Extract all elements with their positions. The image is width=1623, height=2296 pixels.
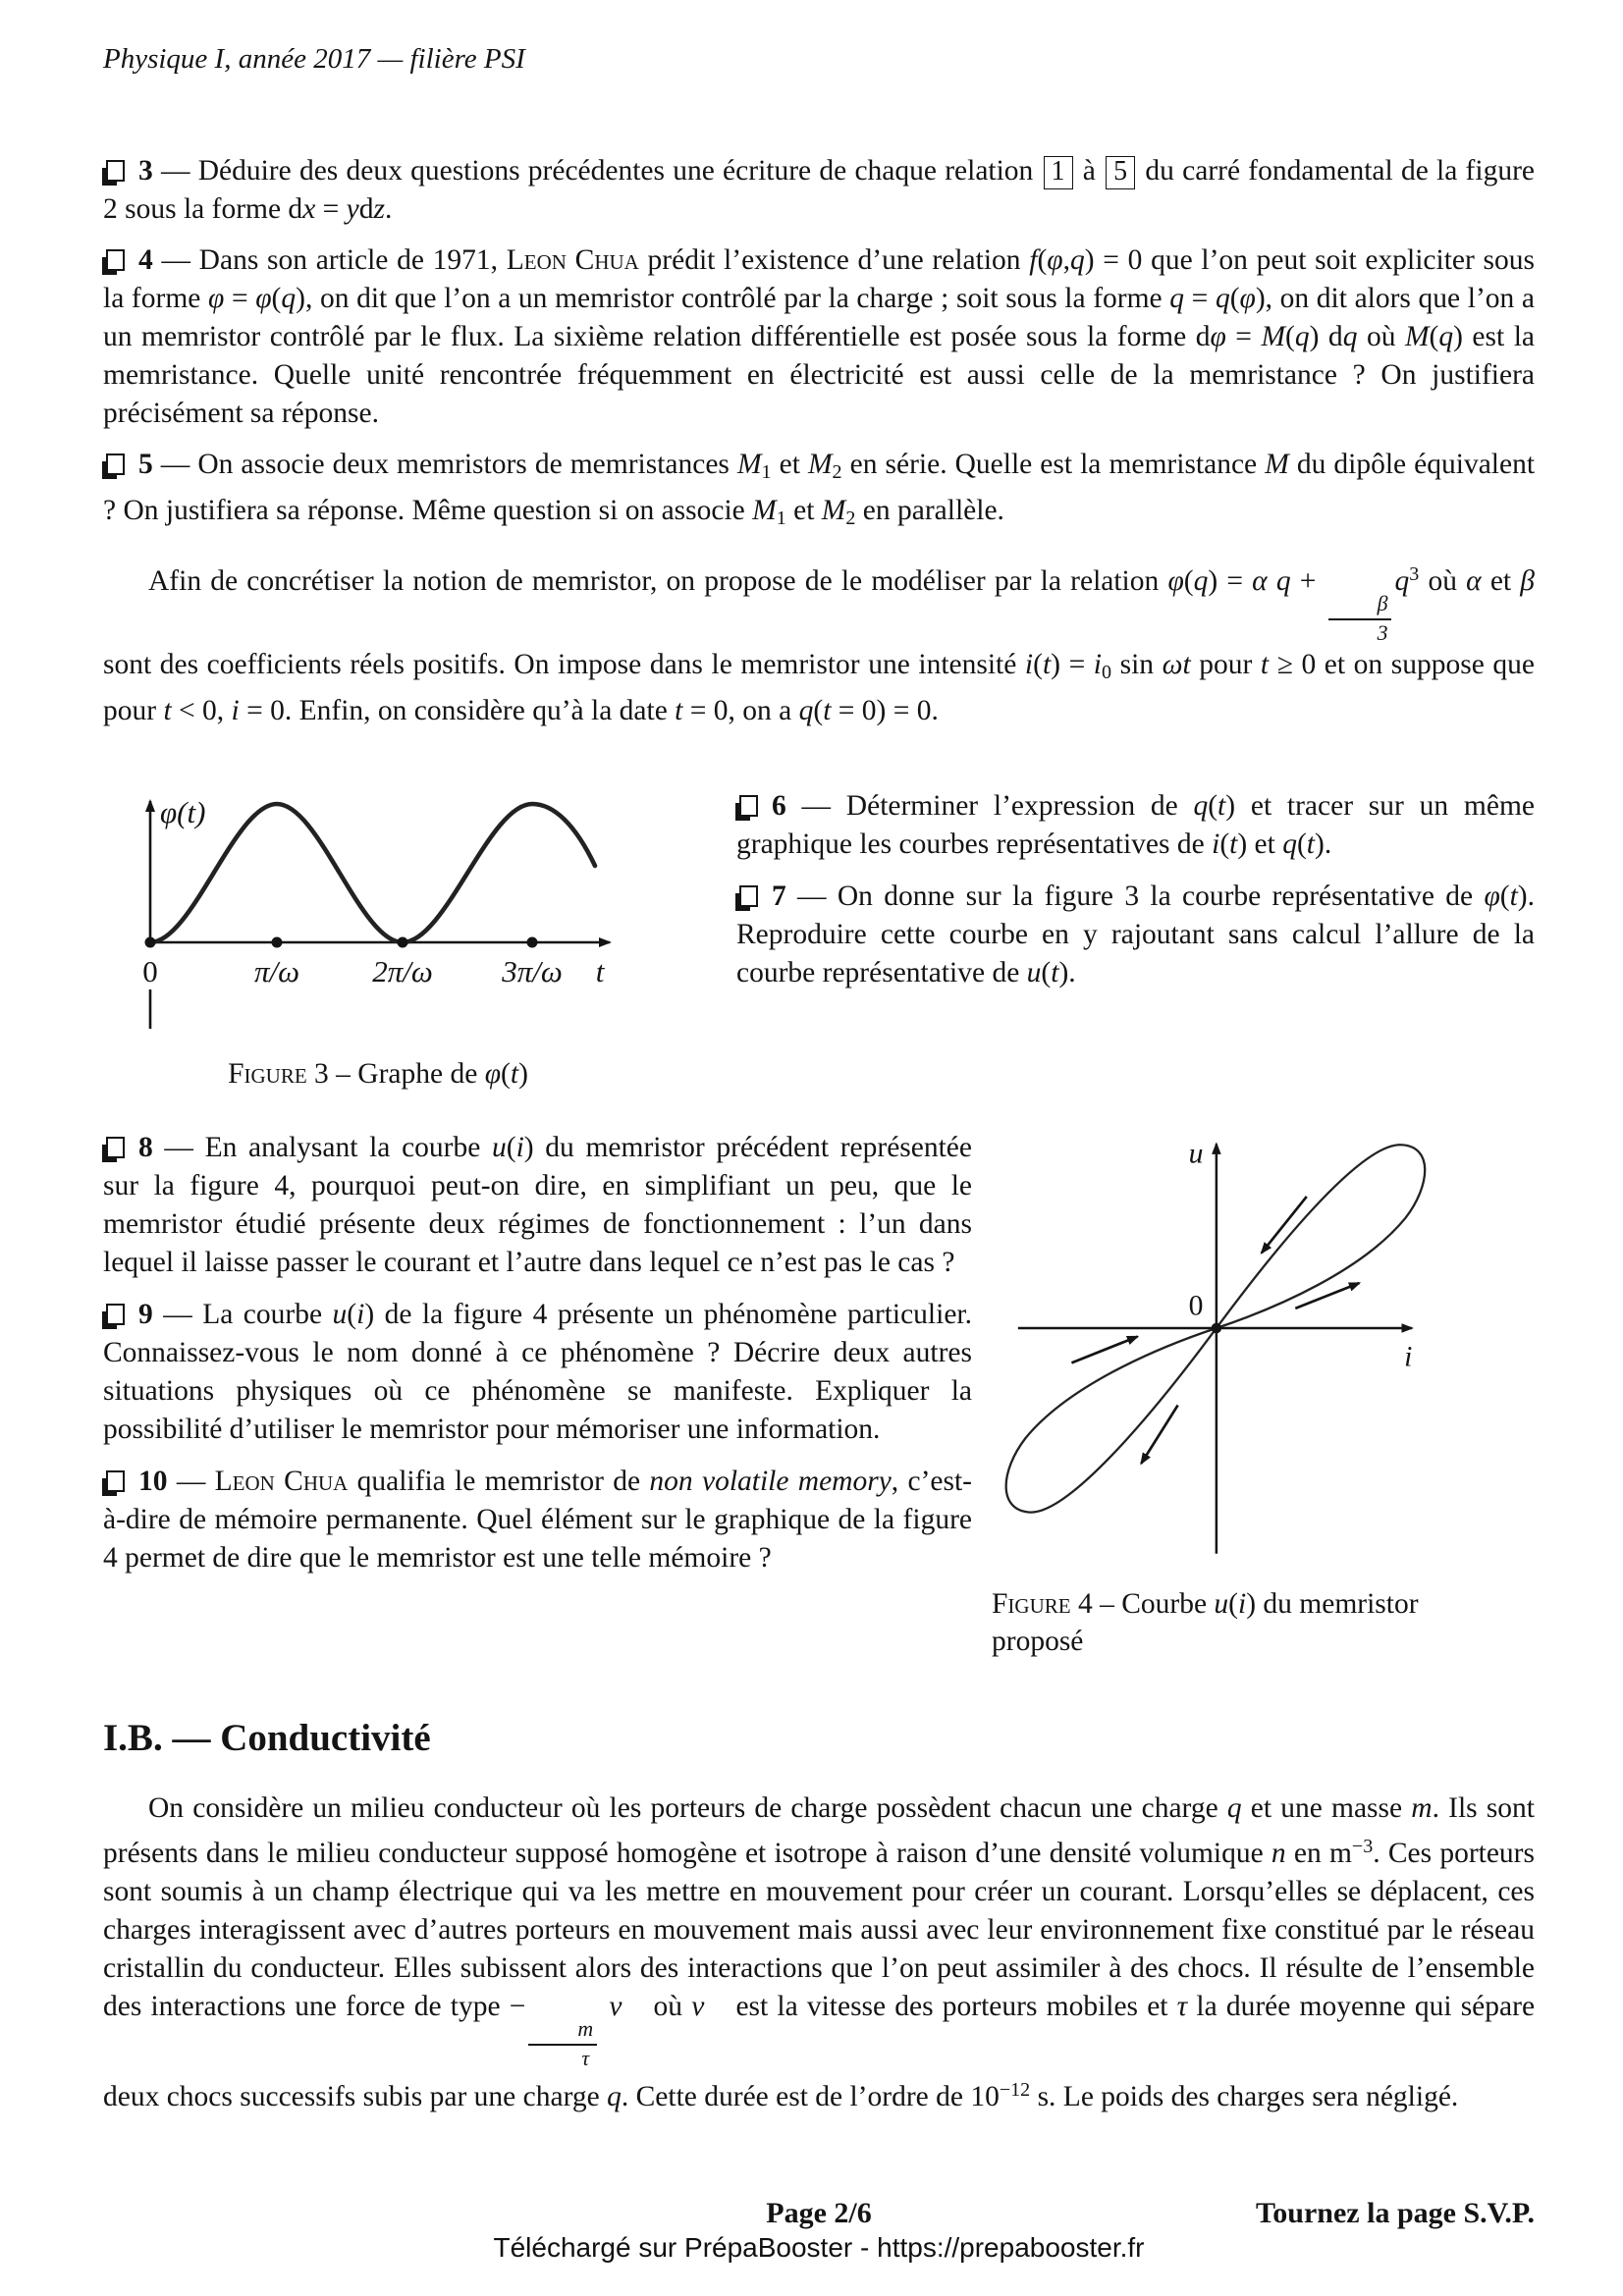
fig4-origin-dot: [1212, 1323, 1222, 1334]
question-9: 9 — La courbe u(i) de la figure 4 présente un phénomène particulier. Connaissez-vous le nom donné à ce phénomène ? Décrire deux autres situations physiques où ce phénomène se manifeste. Expliquer la possibilité d’utiliser le memristor pour mémoriser une information.: [103, 1299, 972, 1445]
fig4-i-label: i: [1404, 1341, 1413, 1373]
page-header: Physique I, année 2017 — filière PSI: [103, 43, 525, 75]
fig4-origin-label: 0: [1188, 1290, 1204, 1322]
fig4-lower-loop: [1006, 1328, 1217, 1513]
fig3-tick-3pi: 3π/ω: [502, 954, 563, 988]
conductivity-paragraph: On considère un milieu conducteur où les porteurs de charge possèdent chacun une charge q et une masse m. Ils sont présents dans le milieu conducteur supposé homogène et isotrope à raison d’une densité volumique n en $m^{-3}$. Ces porteurs sont soumis à un champ électrique qui va les mettre en mouvement pour créer un courant. Lorsqu’elles se déplacent, ces charges interagissent avec d’autres porteurs en mouvement mais aussi avec leur environnement fixe constitué par le réseau cristallin du conducteur. Elles subissent alors des interactions que l’on peut assimiler à des chocs. Il résulte de l’ensemble des interactions une force de type − $\frac{m}{\tau}$ v⃗ où v⃗ est la vitesse des porteurs mobiles et τ la durée moyenne qui sépare deux chocs successifs subis par une charge q. Cette durée est de l’ordre de $10^{-12}$ s. Le poids des charges sera négligé.: [103, 1792, 1536, 2112]
questions-8-10-column: [103, 1129, 992, 1577]
fig3-y-label: φ(t): [160, 795, 206, 829]
fig4-upper-loop: [1217, 1145, 1425, 1328]
questions-6-7-column: [736, 787, 1535, 992]
fig3-tick-2pi: 2π/ω: [372, 954, 433, 988]
fig4-arrow-lower-steep: [1141, 1405, 1177, 1463]
fig3-x-label: t: [595, 954, 605, 988]
fig3-dot-2pi: [398, 937, 408, 948]
fig3-tick-0: 0: [142, 954, 158, 988]
figure3-caption: Figure 3 – Graphe de φ(t): [228, 1058, 528, 1090]
question-7: 7 — On donne sur la figure 3 la courbe représentative de φ(t). Reproduire cette courbe en y rajoutant sans calcul l’allure de la courbe représentative de u(t).: [736, 881, 1535, 988]
fig4-arrow-left-shallow: [1071, 1337, 1137, 1363]
figure4-graph: [992, 1129, 1546, 1571]
question-4: 4 — Dans son article de 1971, Leon Chua prédit l’existence d’une relation f(φ,q) = 0 que l’on peut soit expliciter sous la forme φ = φ(q), on dit que l’on a un memristor contrôlé par la charge ; soit sous la forme q = q(φ), on dit alors que l’on a un memristor contrôlé par le flux. La sixième relation différentielle est posée sous la forme dφ = M(q) dq où M(q) est la memristance. Quelle unité rencontrée fréquemment en électricité est aussi celle de la memristance ? On justifiera précisément sa réponse.: [103, 244, 1536, 429]
page-footer: [103, 2197, 1535, 2230]
watermark: Téléchargé sur PrépaBooster - https://prepabooster.fr: [493, 2232, 1145, 2263]
section-title: I.B. — Conductivité: [103, 1717, 431, 1759]
question-3: 3 — Déduire des deux questions précédentes une écriture de chaque relation 1 à 5 du carré fondamental de la figure 2 sous la forme dx = ydz.: [103, 155, 1535, 225]
section-conductivite: [103, 1716, 1535, 2116]
figure4-block: [992, 1129, 1546, 1660]
turn-page-notice: Tournez la page S.V.P.: [1256, 2197, 1535, 2229]
main-text-block: [103, 139, 1535, 730]
page-number: Page 2/6: [766, 2197, 872, 2229]
fig4-arrow-right-shallow: [1295, 1283, 1359, 1308]
figure3-graph: [103, 787, 653, 1035]
fig3-dot-pi: [272, 937, 283, 948]
fig3-dot-0: [145, 937, 156, 948]
figure3-row: [103, 787, 1535, 1093]
question-6: 6 — Déterminer l’expression de q(t) et tracer sur un même graphique les courbes représentatives de i(t) et q(t).: [736, 790, 1535, 860]
fig3-dot-3pi: [527, 937, 538, 948]
question-8: 8 — En analysant la courbe u(i) du memristor précédent représentée sur la figure 4, pourquoi peut-on dire, en simplifiant un peu, que le memristor étudié présente deux régimes de fonctionnement : l’un dans lequel il laisse passer le courant et l’autre dans lequel ce n’est pas le cas ?: [103, 1132, 972, 1278]
figure3-block: [103, 787, 736, 1093]
figure4-caption: Figure 4 – Courbe u(i) du memristor proposé: [992, 1588, 1419, 1657]
intro-paragraph: Afin de concrétiser la notion de memristor, on propose de le modéliser par la relation φ(q) = α q + $\frac{\beta}{3}$ $q^3$ où α et β sont des coefficients réels positifs. On impose dans le memristor une intensité $i(t) = i_0$ sin ωt pour t ≥ 0 et on suppose que pour t < 0, i = 0. Enfin, on considère qu’à la date t = 0, on a q(t = 0) = 0.: [103, 563, 1535, 726]
fig4-u-label: u: [1188, 1138, 1204, 1170]
fig3-tick-pi: π/ω: [253, 954, 300, 988]
question-5: 5 — On associe deux memristors de memristances $M_1$ et $M_2$ en série. Quelle est la memristance M du dipôle équivalent ? On justifiera sa réponse. Même question si on associe $M_1$ et $M_2$ en parallèle.: [103, 449, 1536, 529]
fig3-phi-curve: [150, 804, 595, 942]
question-10: 10 — Leon Chua qualifia le memristor de non volatile memory, c’est-à-dire de mémoire permanente. Quel élément sur le graphique de la figure 4 permet de dire que le memristor est une telle mémoire ?: [103, 1466, 973, 1574]
figure4-row: [103, 1129, 1535, 1660]
